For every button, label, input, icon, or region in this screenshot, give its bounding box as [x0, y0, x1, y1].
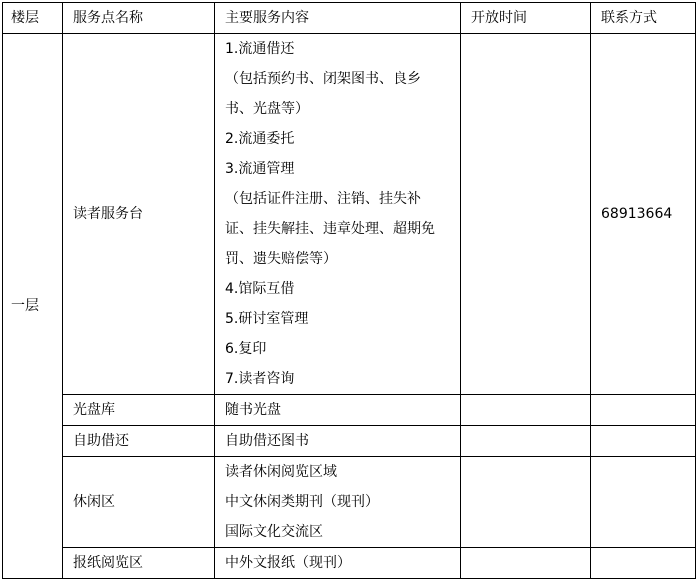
header-opening-hours: 开放时间: [461, 3, 591, 34]
service-content-cell: [215, 34, 461, 395]
contact-cell: [591, 426, 696, 457]
service-content-line: 罚、遗失赔偿等）: [225, 251, 337, 267]
service-content-line: 证、挂失解挂、违章处理、超期免: [225, 221, 435, 237]
service-content-line: 读者休闲阅览区域: [225, 464, 337, 480]
service-table: [2, 2, 696, 579]
opening-hours-cell: [461, 395, 591, 426]
service-point-name: 光盘库: [63, 395, 215, 426]
service-content-line: 书、光盘等）: [225, 101, 309, 117]
service-content-cell: [215, 395, 461, 426]
service-content-line: （包括证件注册、注销、挂失补: [225, 191, 421, 207]
service-content-line: 随书光盘: [225, 402, 281, 418]
header-row: [3, 3, 696, 34]
floor-cell: 一层: [3, 34, 63, 579]
service-point-name: 休闲区: [63, 457, 215, 548]
contact-cell: [591, 395, 696, 426]
service-content-cell: [215, 548, 461, 579]
service-content-line: 4.馆际互借: [225, 281, 295, 297]
table-row: [3, 426, 696, 457]
service-content-line: 中外文报纸（现刊）: [225, 555, 351, 571]
service-point-name: 自助借还: [63, 426, 215, 457]
service-content-line: 自助借还图书: [225, 433, 309, 449]
opening-hours-cell: [461, 548, 591, 579]
service-content-line: （包括预约书、闭架图书、良乡: [225, 71, 421, 87]
table-row: [3, 457, 696, 548]
opening-hours-cell: [461, 34, 591, 395]
opening-hours-cell: [461, 426, 591, 457]
header-contact: 联系方式: [591, 3, 696, 34]
contact-cell: [591, 548, 696, 579]
service-content-line: 国际文化交流区: [225, 524, 323, 540]
service-point-name: 报纸阅览区: [63, 548, 215, 579]
service-content-line: 7.读者咨询: [225, 371, 295, 387]
service-content-line: 1.流通借还: [225, 41, 295, 57]
table-row: [3, 548, 696, 579]
table-row: [3, 395, 696, 426]
service-content-line: 2.流通委托: [225, 131, 295, 147]
service-content-cell: [215, 457, 461, 548]
service-content-line: 6.复印: [225, 341, 267, 357]
header-main-services: 主要服务内容: [215, 3, 461, 34]
contact-cell: 68913664: [591, 34, 696, 395]
service-content-line: 5.研讨室管理: [225, 311, 309, 327]
service-content-line: 3.流通管理: [225, 161, 295, 177]
opening-hours-cell: [461, 457, 591, 548]
table-row: [3, 34, 696, 395]
service-content-line: 中文休闲类期刊（现刊）: [225, 494, 379, 510]
contact-cell: [591, 457, 696, 548]
service-content-cell: [215, 426, 461, 457]
header-floor: 楼层: [3, 3, 63, 34]
service-point-name: 读者服务台: [63, 34, 215, 395]
header-service-point: 服务点名称: [63, 3, 215, 34]
